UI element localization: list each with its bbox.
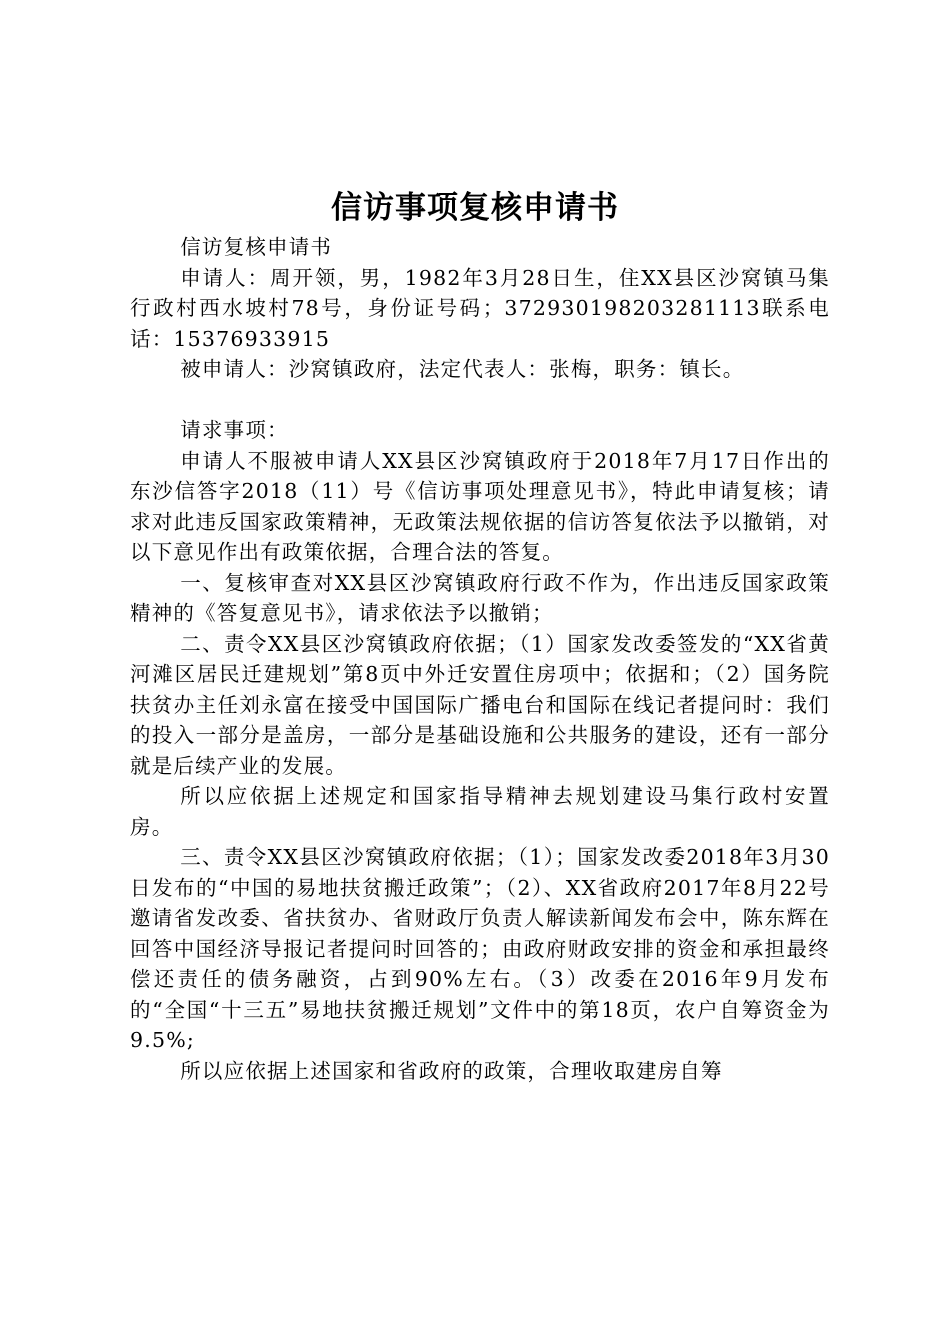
paragraph-item-2-conclusion: 所以应依据上述规定和国家指导精神去规划建设马集行政村安置房。 — [130, 784, 830, 839]
blank-line — [130, 385, 830, 416]
document-title: 信访事项复核申请书 — [331, 190, 619, 226]
paragraph-item-2: 二、责令XX县区沙窝镇政府依据；（1）国家发改委签发的“XX省黄河滩区居民迁建规划”第8页中外迁安置住房项中；依据和；（2）国务院扶贫办主任刘永富在接受中国国际广播电台和国际在线记者提问时：我们的投入一部分是盖房，一部分是基础设施和公共服务的建设，还有一部分就是后续产业的发展。 — [130, 631, 830, 778]
document-body — [130, 232, 830, 1086]
paragraph-item-1: 一、复核审查对XX县区沙窝镇政府行政不作为，作出违反国家政策精神的《答复意见书》，请求依法予以撤销； — [130, 570, 830, 625]
paragraph-request-label: 请求事项： — [180, 418, 289, 442]
paragraph-respondent: 被申请人：沙窝镇政府，法定代表人：张梅，职务：镇长。 — [180, 357, 745, 381]
paragraph-applicant: 申请人：周开领，男，1982年3月28日生，住XX县区沙窝镇马集行政村西水坡村78号，身份证号码；372930198203281113联系电话：15376933915 — [130, 265, 830, 351]
paragraph-request-body: 申请人不服被申请人XX县区沙窝镇政府于2018年7月17日作出的东沙信答字2018（11）号《信访事项处理意见书》，特此申请复核；请求对此违反国家政策精神，无政策法规依据的信访答复依法予以撤销，对以下意见作出有政策依据，合理合法的答复。 — [130, 448, 830, 564]
paragraph-item-3: 三、责令XX县区沙窝镇政府依据；（1）；国家发改委2018年3月30日发布的“中国的易地扶贫搬迁政策”；（2）、XX省政府2017年8月22号邀请省发改委、省扶贫办、省财政厅负责人解读新闻发布会中，陈东辉在回答中国经济导报记者提问时回答的；由政府财政安排的资金和承担最终偿还责任的债务融资，占到90%左右。（3）改委在2016年9月发布的“全国“十三五”易地扶贫搬迁规划”文件中的第18页，农户自筹资金为9.5%; — [130, 845, 830, 1052]
paragraph-item-3-conclusion: 所以应依据上述国家和省政府的政策，合理收取建房自筹 — [180, 1058, 723, 1083]
paragraph-heading: 信访复核申请书 — [180, 235, 333, 259]
